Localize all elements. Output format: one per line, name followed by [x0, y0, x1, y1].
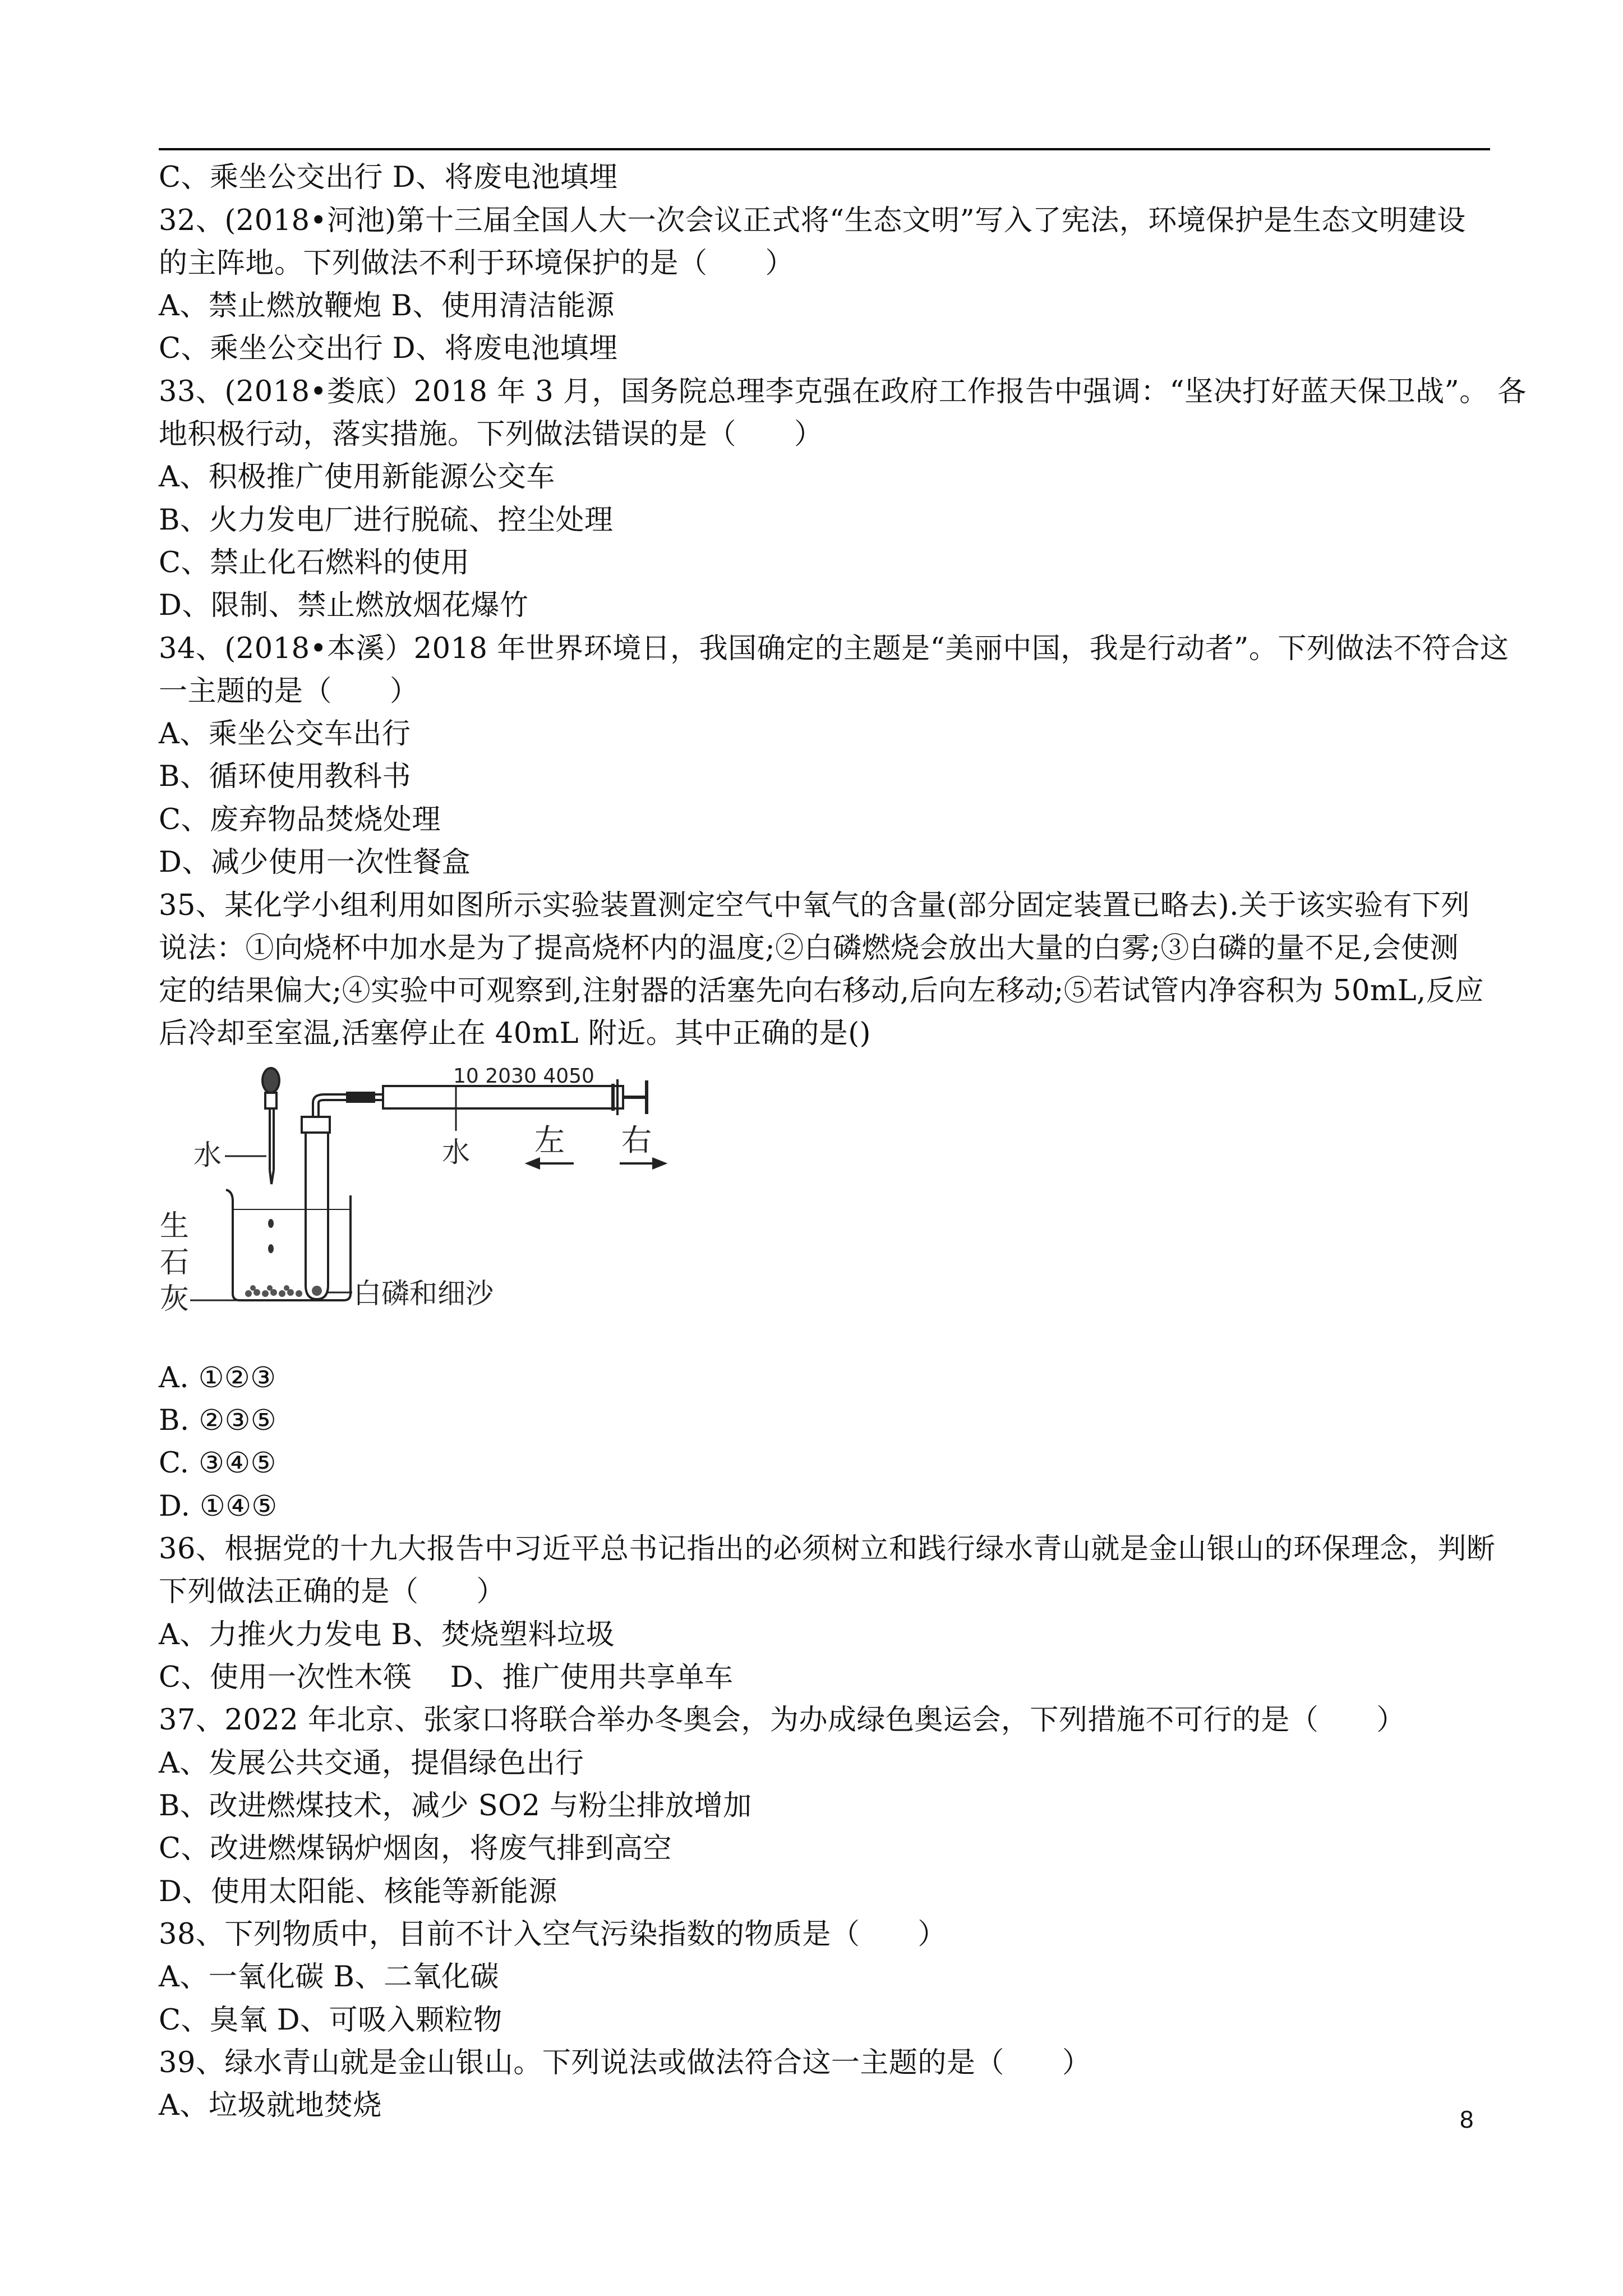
- option-line: C、乘坐公交出行 D、将废电池填埋: [159, 332, 618, 365]
- header-rule: [159, 148, 1490, 150]
- option-line: C、臭氧 D、可吸入颗粒物: [159, 2004, 502, 2037]
- option-line: C、改进燃煤锅炉烟囱，将废气排到高空: [159, 1832, 672, 1865]
- option-line: A、积极推广使用新能源公交车: [159, 461, 555, 494]
- option-line: D、减少使用一次性餐盒: [159, 846, 471, 879]
- question-33-line-1: 33、(2018•娄底）2018 年 3 月，国务院总理李克强在政府工作报告中强调：“坚决打好蓝天保卫战”。 各: [159, 375, 1527, 408]
- question-35-line-4: 后冷却至室温,活塞停止在 40mL 附近。其中正确的是(): [159, 1017, 872, 1050]
- option-line: A、垃圾就地焚烧: [159, 2089, 382, 2122]
- question-32-line-1: 32、(2018•河池)第十三届全国人大一次会议正式将“生态文明”写入了宪法，环境保护是生态文明建设: [159, 204, 1466, 237]
- experiment-apparatus-figure: [159, 1064, 708, 1344]
- option-line: C、禁止化石燃料的使用: [159, 546, 470, 579]
- left-arrow-icon: [528, 1159, 574, 1168]
- question-34-line-2: 一主题的是（ ）: [159, 675, 419, 708]
- beaker-icon: [226, 1190, 351, 1300]
- connecting-tube: [313, 1093, 383, 1103]
- option-line: A、力推火力发电 B、焚烧塑料垃圾: [159, 1618, 615, 1651]
- question-33-line-2: 地积极行动，落实措施。下列做法错误的是（ ）: [159, 418, 823, 451]
- water-label-syringe: 水: [442, 1136, 470, 1168]
- question-36-line-2: 下列做法正确的是（ ）: [159, 1575, 506, 1608]
- option-line: C、废弃物品焚烧处理: [159, 803, 441, 836]
- phosphorus-sand: [245, 1285, 322, 1297]
- question-36-line-1: 36、根据党的十九大报告中习近平总书记指出的必须树立和践行绿水青山就是金山银山的环保理念，判断: [159, 1533, 1496, 1566]
- question-34-line-1: 34、(2018•本溪）2018 年世界环境日，我国确定的主题是“美丽中国，我是行动者”。下列做法不符合这: [159, 632, 1509, 665]
- option-line: C. ③④⑤: [159, 1447, 276, 1480]
- right-arrow-icon: [620, 1159, 665, 1168]
- left-direction-label: 左: [534, 1122, 565, 1158]
- option-line: C、使用一次性木筷 D、推广使用共享单车: [159, 1661, 734, 1694]
- water-drops: [268, 1219, 274, 1253]
- option-line: D、使用太阳能、核能等新能源: [159, 1875, 557, 1908]
- question-35-line-2: 说法：①向烧杯中加水是为了提高烧杯内的温度;②白磷燃烧会放出大量的白雾;③白磷的量不足,会使测: [159, 932, 1459, 965]
- option-line: A. ①②③: [159, 1361, 276, 1395]
- option-line: D、限制、禁止燃放烟花爆竹: [159, 589, 529, 622]
- option-line: A、发展公共交通，提倡绿色出行: [159, 1747, 584, 1780]
- option-line: B. ②③⑤: [159, 1404, 277, 1437]
- question-39-line-1: 39、绿水青山就是金山银山。下列说法或做法符合这一主题的是（ ）: [159, 2046, 1091, 2079]
- page-number: 8: [1460, 2106, 1474, 2133]
- water-label-left: 水: [193, 1139, 222, 1171]
- option-line: B、改进燃煤技术，减少 SO2 与粉尘排放增加: [159, 1789, 752, 1823]
- test-tube-icon: [302, 1103, 330, 1299]
- option-line: B、火力发电厂进行脱硫、控尘处理: [159, 504, 614, 537]
- dropper-icon: [262, 1068, 279, 1184]
- question-35-line-1: 35、某化学小组利用如图所示实验装置测定空气中氧气的含量(部分固定装置已略去).关于该实验有下列: [159, 889, 1470, 922]
- option-line: A、乘坐公交车出行: [159, 717, 411, 751]
- option-line: A、一氧化碳 B、二氧化碳: [159, 1961, 500, 1994]
- question-32-line-2: 的主阵地。下列做法不利于环境保护的是（ ）: [159, 247, 795, 280]
- phosphorus-sand-label: 白磷和细沙: [353, 1277, 494, 1310]
- quicklime-char-2: 石: [160, 1246, 190, 1280]
- option-line: D. ①④⑤: [159, 1490, 278, 1523]
- option-line: A、禁止燃放鞭炮 B、使用清洁能源: [159, 289, 615, 323]
- syringe-scale-label: 10 2030 4050: [453, 1065, 594, 1088]
- question-37-line-1: 37、2022 年北京、张家口将联合举办冬奥会，为办成绿色奥运会，下列措施不可行的是（ ）: [159, 1704, 1405, 1737]
- quicklime-char-1: 生: [160, 1209, 190, 1243]
- quicklime-char-3: 灰: [160, 1282, 190, 1316]
- right-direction-label: 右: [621, 1122, 652, 1158]
- question-38-line-1: 38、下列物质中，目前不计入空气污染指数的物质是（ ）: [159, 1918, 947, 1951]
- question-35-line-3: 定的结果偏大;④实验中可观察到,注射器的活塞先向右移动,后向左移动;⑤若试管内净容积为 50mL,反应: [159, 974, 1484, 1007]
- option-line: B、循环使用教科书: [159, 760, 411, 793]
- text-line: C、乘坐公交出行 D、将废电池填埋: [159, 161, 618, 194]
